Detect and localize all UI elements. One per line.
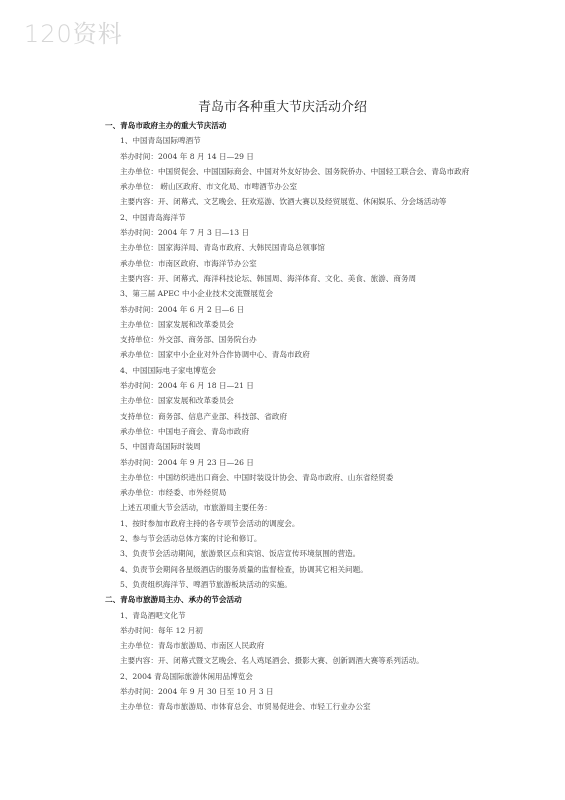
body-line: 5、中国青岛国际时装周 xyxy=(120,442,201,452)
document-title: 青岛市各种重大节庆活动介绍 xyxy=(197,100,367,115)
body-line: 承办单位：市南区政府、市海洋节办公室 xyxy=(120,258,257,268)
body-line: 举办时间：2004 年 7 月 3 日—13 日 xyxy=(120,228,250,238)
body-line: 5、负责组织海洋节、啤酒节旅游板块活动的实施。 xyxy=(120,579,292,589)
body-line: 举办时间：2004 年 6 月 18 日—21 日 xyxy=(120,381,254,391)
body-line: 举办时间：2004 年 9 月 30 日至 10 月 3 日 xyxy=(120,686,274,696)
body-line: 主要内容：开、闭幕式、文艺晚会、狂欢巡游、饮酒大赛以及经贸展览、休闲娱乐、分会场活动等 xyxy=(120,197,447,207)
body-line: 2、参与节会活动总体方案的讨论和修订。 xyxy=(120,534,262,544)
body-line: 主办单位：国家海洋局、青岛市政府、大韩民国青岛总领事馆 xyxy=(120,243,326,253)
body-line: 主要内容：开、闭幕式、海洋科技论坛、韩国周、海洋体育、文化、美食、旅游、商务周 xyxy=(120,273,417,283)
body-line: 主办单位：青岛市旅游局、市体育总会、市贸易促进会、市轻工行业办公室 xyxy=(120,702,371,712)
body-line: 承办单位：市经委、市外经贸局 xyxy=(120,488,227,498)
body-line: 主办单位：中国贸促会、中国国际商会、中国对外友好协会、国务院侨办、中国轻工联合会、青岛市政府 xyxy=(120,166,470,176)
body-line: 承办单位：中国电子商会、青岛市政府 xyxy=(120,426,250,436)
body-line: 举办时间：2004 年 9 月 23 日—26 日 xyxy=(120,457,254,467)
body-line: 主办单位：国家发展和改革委员会 xyxy=(120,396,234,406)
body-line: 举办时间：每年 12 月初 xyxy=(120,625,203,635)
body-line: 主办单位：中国纺织进出口商会、中国时装设计协会、青岛市政府、山东省经贸委 xyxy=(120,472,394,482)
body-line: 上述五项重大节会活动，市旅游局主要任务： xyxy=(120,503,272,513)
body-line: 支持单位：外交部、商务部、国务院台办 xyxy=(120,335,257,345)
body-line: 3、负责节会活动期间，旅游景区点和宾馆、饭店宣传环境氛围的营造。 xyxy=(120,549,361,559)
body-line: 3、第三届 APEC 中小企业技术交流暨展览会 xyxy=(120,289,274,299)
body-line: 1、按时参加市政府主持的各专项节会活动的调度会。 xyxy=(120,518,300,528)
body-line: 2、2004 青岛国际旅游休闲用品博览会 xyxy=(120,671,253,681)
body-line: 举办时间：2004 年 6 月 2 日—6 日 xyxy=(120,304,245,314)
body-line: 支持单位：商务部、信息产业部、科技部、省政府 xyxy=(120,411,288,421)
body-line: 承办单位：国家中小企业对外合作协调中心、青岛市政府 xyxy=(120,350,310,360)
body-line: 4、中国国际电子家电博览会 xyxy=(120,365,216,375)
body-line: 主要内容：开、闭幕式暨文艺晚会、名人鸡尾酒会、摄影大赛、创新调酒大赛等系列活动。 xyxy=(120,656,424,666)
body-line: 主办单位：青岛市旅游局、市南区人民政府 xyxy=(120,641,265,651)
body-line: 承办单位： 崂山区政府、市文化局、市啤酒节办公室 xyxy=(120,182,298,192)
document-body xyxy=(105,118,475,715)
body-line: 主办单位：国家发展和改革委员会 xyxy=(120,319,234,329)
body-line: 2、中国青岛海洋节 xyxy=(120,212,186,222)
body-line: 1、中国青岛国际啤酒节 xyxy=(120,136,201,146)
body-line: 举办时间：2004 年 8 月 14 日—29 日 xyxy=(120,151,254,161)
section-heading: 二、青岛市旅游局主办、承办的节会活动 xyxy=(105,595,242,605)
body-line: 4、负责节会期间各星级酒店的服务质量的监督检查，协调其它相关问题。 xyxy=(120,564,368,574)
body-line: 1、青岛酒吧文化节 xyxy=(120,610,186,620)
section-heading: 一、青岛市政府主办的重大节庆活动 xyxy=(105,121,227,130)
watermark-logo: 120资料 xyxy=(24,20,123,48)
